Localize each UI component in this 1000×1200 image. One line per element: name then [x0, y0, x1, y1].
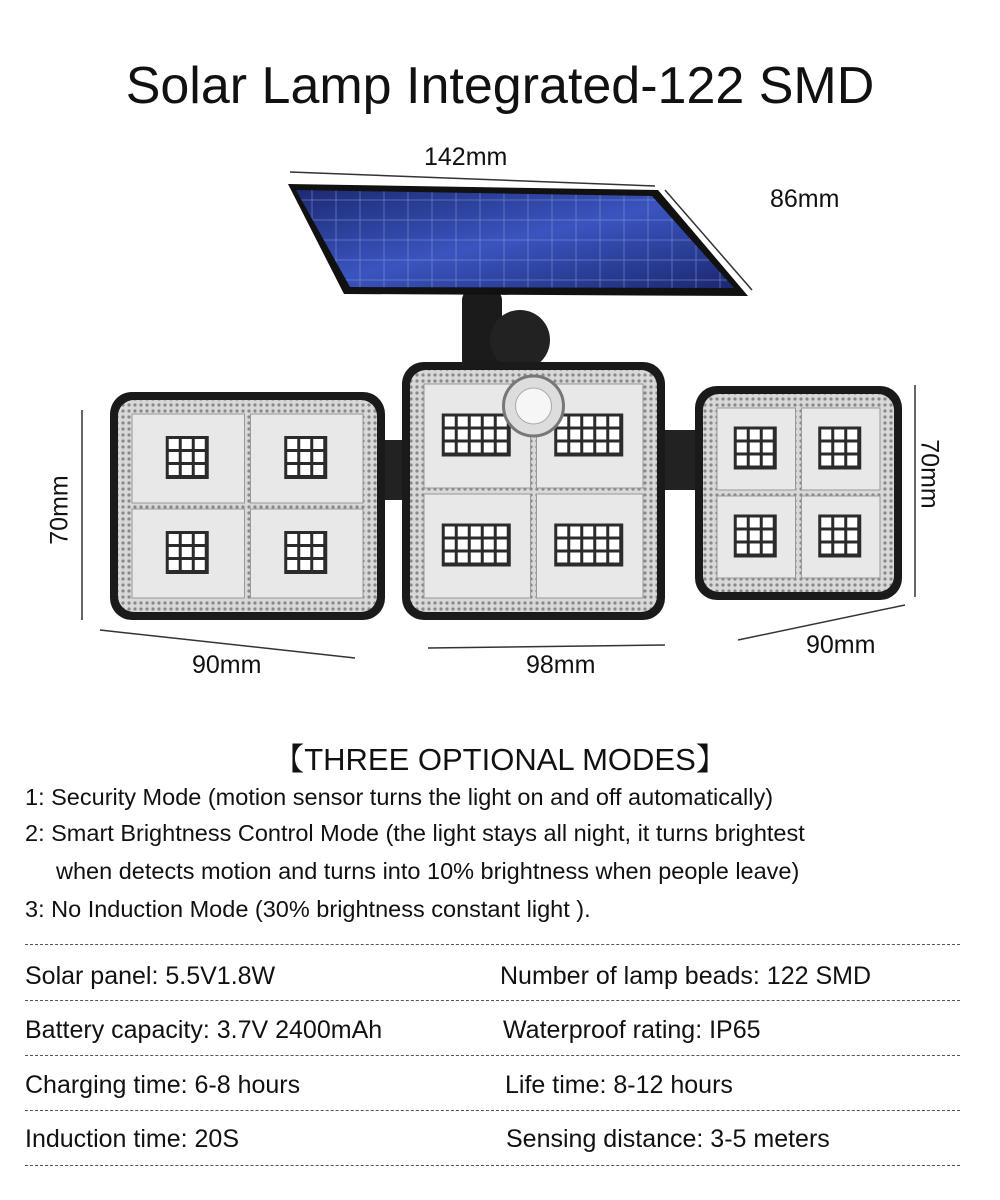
page-title: Solar Lamp Integrated-122 SMD	[125, 57, 875, 115]
spec-life-time: Life time: 8-12 hours	[505, 1071, 733, 1099]
led-chip	[169, 465, 179, 475]
led-chip	[557, 553, 567, 563]
led-chip	[471, 540, 481, 550]
led-chip	[821, 456, 831, 466]
led-chip	[458, 430, 468, 440]
divider	[25, 1165, 960, 1166]
led-chip	[300, 465, 310, 475]
led-chip	[458, 527, 468, 537]
led-chip	[609, 527, 619, 537]
led-chip	[195, 452, 205, 462]
led-chip	[287, 465, 297, 475]
panel-width-label: 142mm	[424, 143, 508, 171]
led-chip	[497, 430, 507, 440]
led-chip	[458, 553, 468, 563]
led-chip	[497, 540, 507, 550]
right-width-label: 90mm	[806, 631, 876, 659]
led-chip	[195, 547, 205, 557]
led-chip	[313, 452, 323, 462]
led-chip	[763, 456, 773, 466]
led-chip	[834, 430, 844, 440]
led-chip	[750, 456, 760, 466]
led-chip	[300, 439, 310, 449]
led-chip	[313, 547, 323, 557]
led-chip	[821, 430, 831, 440]
mode-item: 3: No Induction Mode (30% brightness constant light ).	[25, 896, 591, 922]
led-chip	[750, 544, 760, 554]
led-chip	[570, 540, 580, 550]
led-chip	[609, 540, 619, 550]
led-chip	[169, 452, 179, 462]
modes-heading: 【THREE OPTIONAL MODES】	[273, 742, 727, 777]
led-chip	[300, 547, 310, 557]
led-chip	[570, 553, 580, 563]
led-chip	[471, 443, 481, 453]
led-chip	[737, 443, 747, 453]
led-chip	[484, 553, 494, 563]
led-chip	[596, 527, 606, 537]
led-chip	[458, 540, 468, 550]
led-chip	[195, 560, 205, 570]
led-chip	[445, 540, 455, 550]
led-chip	[583, 430, 593, 440]
spec-induction-time: Induction time: 20S	[25, 1125, 240, 1153]
lamp-head-right	[695, 386, 902, 600]
led-chip	[847, 531, 857, 541]
led-chip	[300, 534, 310, 544]
led-chip	[471, 430, 481, 440]
led-chip	[458, 417, 468, 427]
led-chip	[497, 527, 507, 537]
led-chip	[557, 443, 567, 453]
led-chip	[609, 430, 619, 440]
divider	[25, 1055, 960, 1056]
led-chip	[287, 560, 297, 570]
led-chip	[169, 560, 179, 570]
led-chip	[834, 531, 844, 541]
led-chip	[471, 553, 481, 563]
led-chip	[847, 544, 857, 554]
mode-item: when detects motion and turns into 10% brightness when people leave)	[56, 858, 800, 884]
divider	[25, 944, 960, 945]
led-chip	[287, 547, 297, 557]
led-chip	[583, 527, 593, 537]
led-chip	[847, 430, 857, 440]
led-chip	[445, 553, 455, 563]
led-chip	[821, 518, 831, 528]
led-chip	[583, 417, 593, 427]
spec-waterproof: Waterproof rating: IP65	[503, 1016, 761, 1044]
spec-lamp-beads: Number of lamp beads: 122 SMD	[500, 962, 872, 990]
led-chip	[182, 560, 192, 570]
led-chip	[300, 560, 310, 570]
led-chip	[821, 544, 831, 554]
led-chip	[609, 443, 619, 453]
led-chip	[458, 443, 468, 453]
led-chip	[195, 534, 205, 544]
led-chip	[313, 465, 323, 475]
led-chip	[313, 534, 323, 544]
led-chip	[557, 527, 567, 537]
mode-item: 2: Smart Brightness Control Mode (the light stays all night, it turns brightest	[25, 820, 805, 846]
led-chip	[596, 540, 606, 550]
led-chip	[313, 560, 323, 570]
led-chip	[834, 544, 844, 554]
middle-width-label: 98mm	[526, 651, 596, 679]
led-chip	[471, 417, 481, 427]
led-chip	[287, 439, 297, 449]
lamp-head-left	[110, 392, 385, 620]
led-chip	[287, 452, 297, 462]
led-chip	[182, 534, 192, 544]
panel-depth-label: 86mm	[770, 185, 840, 213]
led-chip	[557, 540, 567, 550]
led-chip	[583, 553, 593, 563]
led-chip	[737, 456, 747, 466]
right-height-label: 70mm	[915, 439, 944, 509]
led-chip	[609, 417, 619, 427]
left-width-label: 90mm	[192, 651, 262, 679]
led-chip	[847, 443, 857, 453]
led-chip	[445, 443, 455, 453]
led-chip	[445, 417, 455, 427]
led-chip	[570, 430, 580, 440]
led-chip	[287, 534, 297, 544]
led-chip	[484, 443, 494, 453]
led-chip	[182, 452, 192, 462]
led-chip	[596, 430, 606, 440]
led-chip	[821, 531, 831, 541]
led-chip	[847, 456, 857, 466]
led-chip	[596, 553, 606, 563]
led-chip	[570, 527, 580, 537]
spec-battery: Battery capacity: 3.7V 2400mAh	[25, 1016, 383, 1044]
led-chip	[583, 540, 593, 550]
led-chip	[834, 518, 844, 528]
led-chip	[484, 417, 494, 427]
led-chip	[596, 417, 606, 427]
led-chip	[471, 527, 481, 537]
led-chip	[750, 518, 760, 528]
led-chip	[834, 456, 844, 466]
led-chip	[583, 443, 593, 453]
mode-item: 1: Security Mode (motion sensor turns the light on and off automatically)	[25, 784, 774, 810]
lamp-head-middle	[402, 362, 665, 620]
led-chip	[847, 518, 857, 528]
divider	[25, 1110, 960, 1111]
spec-solar-panel: Solar panel: 5.5V1.8W	[25, 962, 276, 990]
led-chip	[834, 443, 844, 453]
led-chip	[169, 439, 179, 449]
led-chip	[497, 443, 507, 453]
led-chip	[609, 553, 619, 563]
led-chip	[763, 518, 773, 528]
led-chip	[313, 439, 323, 449]
led-chip	[763, 430, 773, 440]
led-chip	[737, 531, 747, 541]
led-chip	[484, 430, 494, 440]
led-chip	[169, 534, 179, 544]
led-chip	[182, 439, 192, 449]
led-chip	[484, 527, 494, 537]
led-chip	[750, 430, 760, 440]
led-chip	[596, 443, 606, 453]
spec-charging-time: Charging time: 6-8 hours	[25, 1071, 301, 1099]
led-chip	[737, 518, 747, 528]
led-chip	[195, 465, 205, 475]
led-chip	[300, 452, 310, 462]
led-chip	[557, 430, 567, 440]
led-chip	[737, 544, 747, 554]
led-chip	[737, 430, 747, 440]
left-height-label: 70mm	[45, 475, 74, 545]
led-chip	[570, 443, 580, 453]
led-chip	[497, 553, 507, 563]
led-chip	[182, 547, 192, 557]
led-chip	[445, 430, 455, 440]
led-chip	[763, 544, 773, 554]
led-chip	[182, 465, 192, 475]
led-chip	[195, 439, 205, 449]
led-chip	[763, 531, 773, 541]
spec-sensing-distance: Sensing distance: 3-5 meters	[506, 1125, 830, 1153]
led-chip	[821, 443, 831, 453]
led-chip	[750, 531, 760, 541]
led-chip	[445, 527, 455, 537]
divider	[25, 1000, 960, 1001]
solar-panel	[288, 184, 748, 296]
led-chip	[570, 417, 580, 427]
led-chip	[750, 443, 760, 453]
led-chip	[484, 540, 494, 550]
led-chip	[169, 547, 179, 557]
led-chip	[763, 443, 773, 453]
